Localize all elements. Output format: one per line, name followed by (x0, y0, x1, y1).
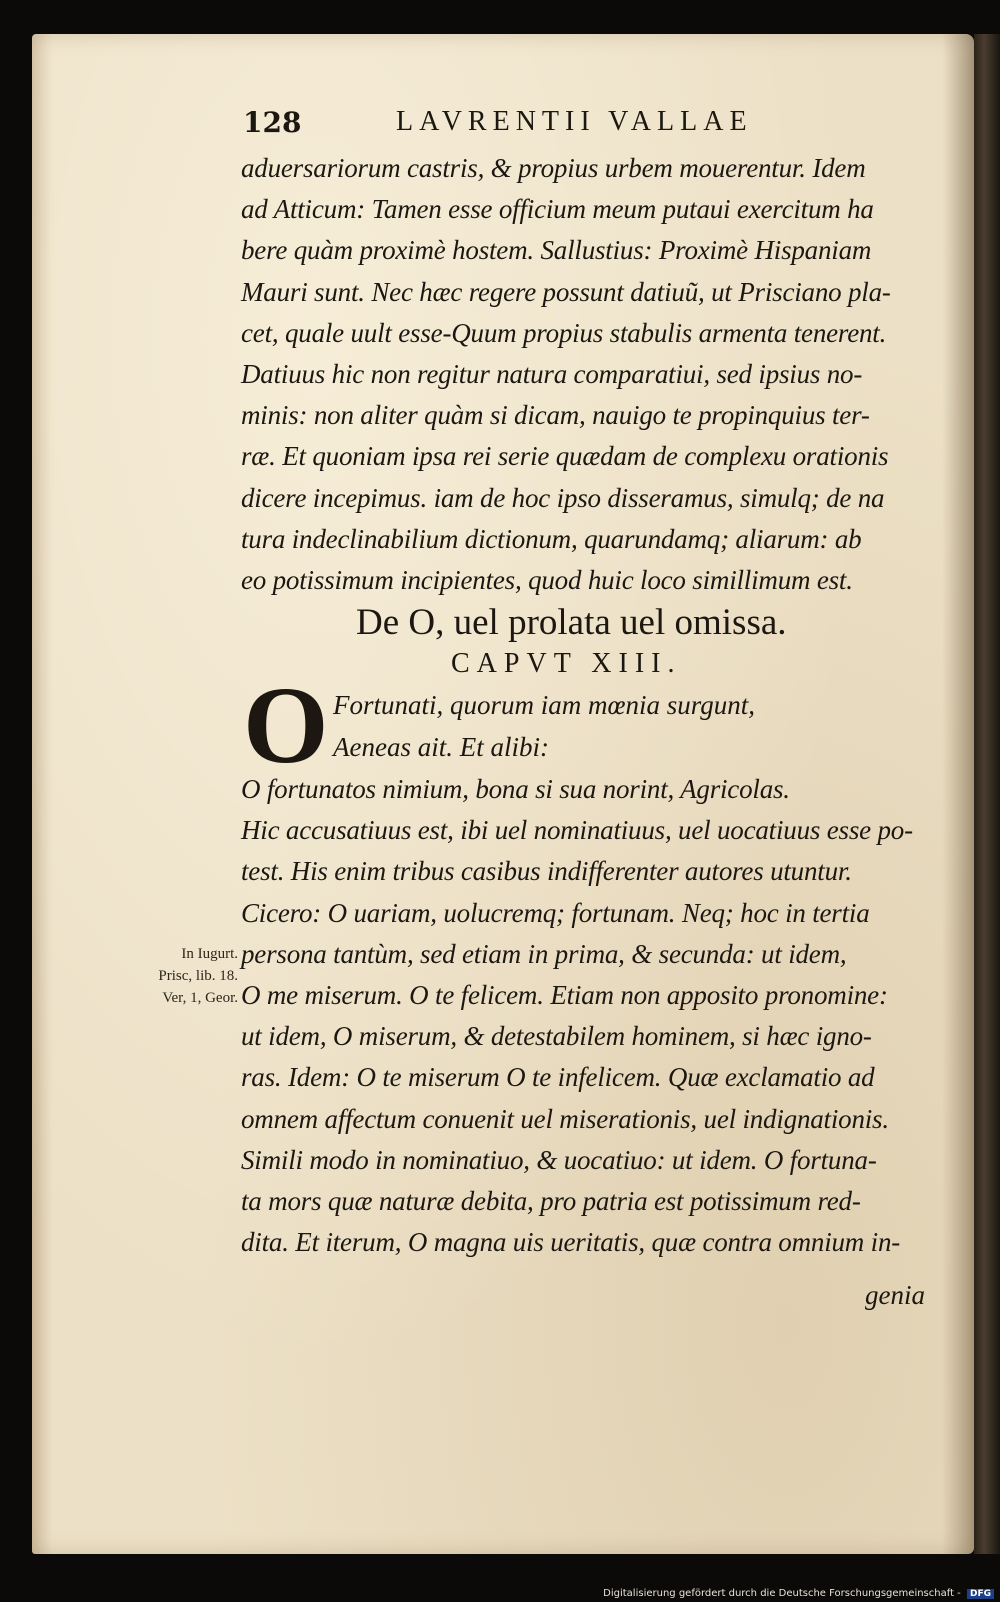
text-line: aduersariorum castris, & propius urbem mouerentur. Idem (241, 153, 866, 183)
text-line: O me miserum. O te felicem. Etiam non apposito pronomine: (241, 980, 888, 1010)
margin-notes (98, 943, 238, 1009)
text-line: eo potissimum incipientes, quod huic loco simillimum est. (241, 564, 853, 595)
text-line: cet, quale uult esse-Quum propius stabulis armenta tenerent. (241, 317, 887, 348)
book-fore-edge (974, 34, 1000, 1554)
dfg-logo: DFG (967, 1589, 994, 1599)
text-line: ut idem, O miserum, & detestabilem hominem, si hæc igno- (241, 1021, 872, 1052)
digitization-credit (603, 1588, 994, 1599)
main-text-block (241, 100, 941, 1263)
text-line: dita. Et iterum, O magna uis ueritatis, quæ contra omnium in- (241, 1227, 901, 1258)
text-line: Fortunati, quorum iam mœnia surgunt, (333, 690, 756, 721)
text-line: bere quàm proximè hostem. Sallustius: Proximè Hispaniam (241, 235, 872, 266)
body-paragraph-bottom (241, 769, 941, 1263)
credit-text: Digitalisierung gefördert durch die Deutsche Forschungsgemeinschaft - (603, 1588, 961, 1599)
text-line: Hic accusatiuus est, ibi uel nominatiuus, uel uocatiuus esse po- (241, 815, 913, 846)
running-head (241, 100, 941, 148)
text-line: ras. Idem: O te miserum O te infelicem. Quæ exclamatio ad (241, 1062, 875, 1093)
text-line: dicere incepimus. iam de hoc ipso disseramus, simulq; de na (241, 482, 885, 513)
margin-note: In Iugurt. (181, 946, 238, 962)
catchword: genia (865, 1280, 925, 1310)
section-heading: De O, uel prolata uel omissa. (356, 602, 787, 644)
text-line: tura indeclinabilium dictionum, quarundamq; aliarum: ab (241, 523, 862, 554)
text-line: ta mors quæ naturæ debita, pro patria est potissimum red- (241, 1185, 861, 1216)
text-line: ad Atticum: Tamen esse officium meum putaui exercitum ha (241, 194, 874, 225)
chapter-heading: CAPVT XIII. (451, 648, 682, 680)
text-line: minis: non aliter quàm si dicam, nauigo te propinquius ter- (241, 400, 870, 431)
body-paragraph-top (241, 148, 941, 601)
text-line: ræ. Et quoniam ipsa rei serie quædam de complexu orationis (241, 441, 889, 472)
text-line: Mauri sunt. Nec hæc regere possunt datiuũ, ut Prisciano pla- (241, 276, 891, 307)
text-line: Datiuus hic non regitur natura comparatiui, sed ipsius no- (241, 358, 863, 389)
margin-note: Prisc, lib. 18. (158, 968, 238, 984)
decorated-initial: O (243, 664, 329, 787)
text-line: Cicero: O uariam, uolucremq; fortunam. Neq; hoc in tertia (241, 897, 870, 928)
text-line: persona tantùm, sed etiam in prima, & secunda: ut idem, (241, 938, 847, 969)
margin-note: Ver, 1, Geor. (162, 990, 238, 1006)
text-line: test. His enim tribus casibus indifferenter autores utuntur. (241, 856, 852, 887)
text-line: Aeneas ait. Et alibi: (333, 732, 549, 763)
text-line: Simili modo in nominatiuo, & uocatiuo: ut idem. O fortuna- (241, 1144, 877, 1175)
text-line: O fortunatos nimium, bona si sua norint, Agricolas. (241, 774, 790, 805)
running-title: LAVRENTII VALLAE (396, 106, 753, 137)
page-number: 128 (243, 106, 302, 139)
text-line: omnem affectum conuenit uel miserationis, uel indignationis. (241, 1103, 889, 1134)
